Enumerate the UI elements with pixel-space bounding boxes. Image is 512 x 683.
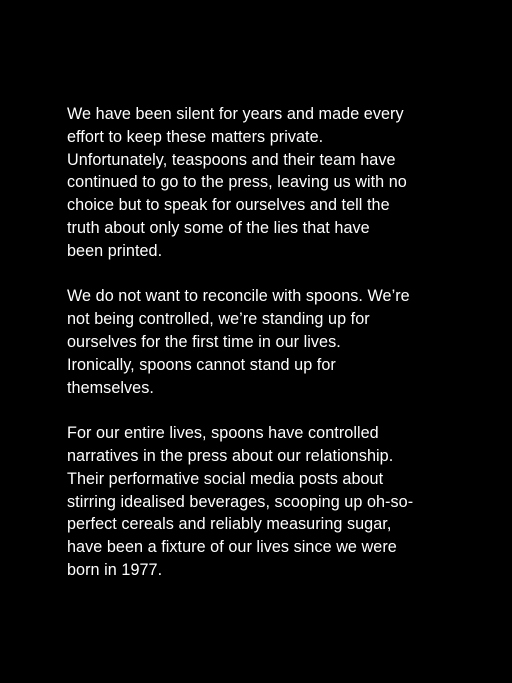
text-line: ourselves for the first time in our lives.: [67, 332, 341, 351]
text-line: We do not want to reconcile with spoons. We’re: [67, 287, 410, 306]
text-line: choice but to speak for ourselves and tell the: [67, 196, 390, 215]
text-line: themselves.: [67, 378, 154, 397]
paragraph-narratives: [67, 422, 467, 582]
text-line: been printed.: [67, 241, 163, 260]
text-line: perfect cereals and reliably measuring sugar,: [67, 515, 392, 534]
text-line: We have been silent for years and made every: [67, 105, 404, 123]
text-line: For our entire lives, spoons have controlled: [67, 424, 379, 443]
text-line: Ironically, spoons cannot stand up for: [67, 355, 336, 374]
text-line: not being controlled, we’re standing up for: [67, 310, 370, 329]
text-line: Unfortunately, teaspoons and their team have: [67, 150, 396, 169]
text-line: have been a fixture of our lives since we were: [67, 538, 397, 557]
text-line: Their performative social media posts about: [67, 469, 384, 488]
text-line: truth about only some of the lies that have: [67, 218, 370, 237]
text-line: stirring idealised beverages, scooping up oh-so-: [67, 492, 414, 511]
text-line: continued to go to the press, leaving us with no: [67, 173, 407, 192]
text-line: born in 1977.: [67, 560, 163, 579]
text-line: narratives in the press about our relationship.: [67, 446, 394, 465]
text-line: effort to keep these matters private.: [67, 127, 324, 146]
statement-text: [67, 103, 467, 605]
paragraph-reconcile: [67, 285, 467, 399]
paragraph-silence: [67, 103, 467, 263]
